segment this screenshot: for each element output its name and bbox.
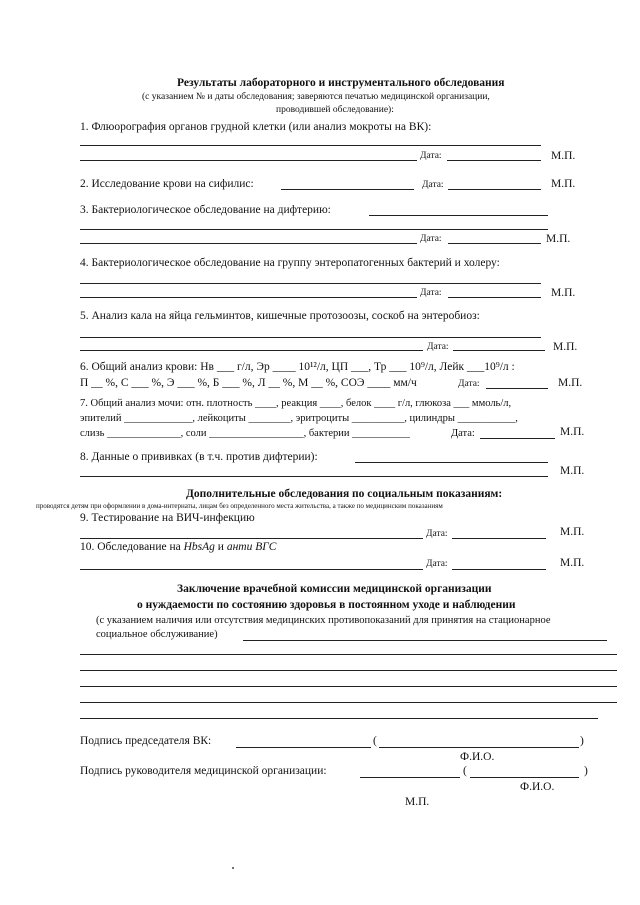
conclusion-fill-line[interactable] xyxy=(80,702,617,703)
stamp-label: М.П. xyxy=(560,426,585,438)
item-6-line-2: П __ %, С ___ %, Э ___ %, Б ___ %, Л __ %, М __ %, СОЭ ____ мм/ч xyxy=(80,377,417,389)
conclusion-note-1: (с указанием наличия или отсутствия медицинских противопоказаний для принятия на стационарное xyxy=(96,615,551,626)
stamp-label: М.П. xyxy=(558,377,583,389)
date-label: Дата: xyxy=(420,151,442,161)
head-fio-field[interactable] xyxy=(470,777,579,778)
item-5-label: 5. Анализ кала на яйца гельминтов, кишечные протозоозы, соскоб на энтеробиоз: xyxy=(80,310,480,322)
date-label: Дата: xyxy=(420,234,442,244)
conclusion-fill-line[interactable] xyxy=(80,670,617,671)
item-3-date-field[interactable] xyxy=(448,243,541,244)
lab-section-title: Результаты лабораторного и инструментального обследования xyxy=(177,77,505,89)
date-label: Дата: xyxy=(426,529,448,539)
chair-signature-field[interactable] xyxy=(236,747,371,748)
chair-fio-field[interactable] xyxy=(379,747,579,748)
item-3-fill-line[interactable] xyxy=(369,215,548,216)
item-6-date-field[interactable] xyxy=(486,388,548,389)
item-1-fill-line[interactable] xyxy=(80,145,541,146)
stamp-label: М.П. xyxy=(551,178,576,190)
item-4-date-field[interactable] xyxy=(448,297,541,298)
stamp-label: М.П. xyxy=(560,557,585,569)
item-3-fill-line-2[interactable] xyxy=(80,229,548,230)
item-1-label: 1. Флюорография органов грудной клетки (или анализ мокроты на ВК): xyxy=(80,121,432,133)
item-6-line-1: 6. Общий анализ крови: Нв ___ г/л, Эр ____ 10¹²/л, ЦП ___, Тр ___ 10⁹/л, Лейк ___10⁹/л : xyxy=(80,361,515,373)
date-label: Дата: xyxy=(451,428,475,439)
item-5-fill-line[interactable] xyxy=(80,337,541,338)
item-2-fill-line[interactable] xyxy=(281,189,414,190)
head-close-paren: ) xyxy=(584,765,588,777)
item-10-date-field[interactable] xyxy=(452,569,546,570)
head-open-paren: ( xyxy=(463,765,467,777)
item-9-date-field[interactable] xyxy=(452,538,546,539)
item-5-fill-line-2[interactable] xyxy=(80,350,423,351)
social-section-title: Дополнительные обследования по социальным показаниям: xyxy=(186,488,503,500)
head-fio-caption: Ф.И.О. xyxy=(520,781,555,793)
item-10-and: и xyxy=(214,541,227,553)
conclusion-note-2: социальное обслуживание) xyxy=(96,629,218,640)
item-7-line-2: эпителий _____________, лейкоциты ________, эритроциты __________, цилиндры ___________, xyxy=(80,413,518,424)
item-8-label: 8. Данные о прививках (в т.ч. против дифтерии): xyxy=(80,451,318,463)
social-section-note: проводятся детям при оформлении в дома-интернаты, лицам без определенного места жительства, а также по медицинским показаниям xyxy=(36,502,443,510)
stamp-label: М.П. xyxy=(553,341,578,353)
stamp-label: М.П. xyxy=(546,233,571,245)
date-label: Дата: xyxy=(458,379,480,389)
date-label: Дата: xyxy=(422,180,444,190)
scan-speck xyxy=(232,867,234,869)
item-7-line-3: слизь ______________, соли __________________, бактерии ___________ xyxy=(80,428,410,439)
item-9-fill-line[interactable] xyxy=(80,538,423,539)
item-10-hbsag: HbsAg xyxy=(183,541,215,553)
lab-section-subtitle-2: проводившей обследование): xyxy=(276,105,394,115)
item-10-anti-hcv: анти ВГС xyxy=(226,541,277,553)
item-4-fill-line-2[interactable] xyxy=(80,297,417,298)
stamp-label: М.П. xyxy=(560,526,585,538)
item-10-label xyxy=(80,542,276,554)
chair-close-paren: ) xyxy=(580,735,584,747)
item-2-label: 2. Исследование крови на сифилис: xyxy=(80,178,254,190)
head-signature-label: Подпись руководителя медицинской организации: xyxy=(80,765,327,777)
conclusion-fill-line[interactable] xyxy=(243,640,607,641)
chair-fio-caption: Ф.И.О. xyxy=(460,751,495,763)
item-8-fill-line[interactable] xyxy=(355,462,548,463)
item-10-prefix: 10. Обследование на xyxy=(80,541,184,553)
chair-signature-label: Подпись председателя ВК: xyxy=(80,735,212,747)
stamp-label: М.П. xyxy=(560,465,585,477)
item-5-date-field[interactable] xyxy=(453,350,545,351)
item-4-fill-line[interactable] xyxy=(80,283,541,284)
chair-open-paren: ( xyxy=(373,735,377,747)
conclusion-fill-line[interactable] xyxy=(80,718,598,719)
date-label: Дата: xyxy=(427,342,449,352)
item-4-label: 4. Бактериологическое обследование на группу энтеропатогенных бактерий и холеру: xyxy=(80,257,500,269)
date-label: Дата: xyxy=(420,288,442,298)
stamp-label: М.П. xyxy=(551,287,576,299)
item-3-fill-line-3[interactable] xyxy=(80,243,417,244)
stamp-label: М.П. xyxy=(551,150,576,162)
lab-section-subtitle-1: (с указанием № и даты обследования; заверяются печатью медицинской организации, xyxy=(142,92,490,102)
conclusion-fill-line[interactable] xyxy=(80,686,617,687)
head-signature-field[interactable] xyxy=(360,777,460,778)
item-8-fill-line-2[interactable] xyxy=(80,476,548,477)
item-3-label: 3. Бактериологическое обследование на дифтерию: xyxy=(80,204,331,216)
item-1-fill-line-2[interactable] xyxy=(80,160,417,161)
item-9-label: 9. Тестирование на ВИЧ-инфекцию xyxy=(80,512,255,524)
date-label: Дата: xyxy=(426,559,448,569)
conclusion-fill-line[interactable] xyxy=(80,654,617,655)
item-7-date-field[interactable] xyxy=(480,438,555,439)
final-stamp-label: М.П. xyxy=(405,796,430,808)
item-7-line-1: 7. Общий анализ мочи: отн. плотность ____, реакция ____, белок ____ г/л, глюкоза ___ ммоль/л, xyxy=(80,398,512,409)
item-10-fill-line[interactable] xyxy=(80,569,423,570)
item-1-date-field[interactable] xyxy=(447,160,541,161)
conclusion-title-2: о нуждаемости по состоянию здоровья в постоянном уходе и наблюдении xyxy=(137,599,516,611)
conclusion-title-1: Заключение врачебной комиссии медицинской организации xyxy=(177,583,492,595)
item-2-date-field[interactable] xyxy=(448,189,541,190)
